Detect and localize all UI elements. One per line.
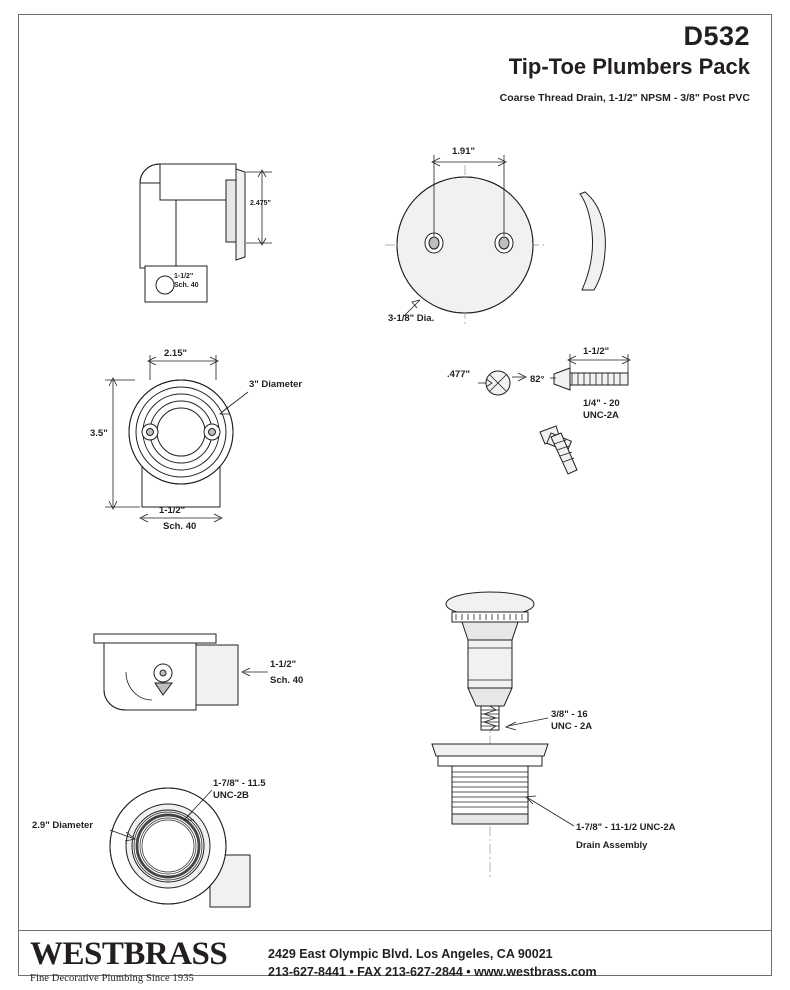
drain-body-thread-spec: 1-7/8" - 11.5 UNC-2B: [213, 778, 266, 801]
faceplate-width-dim: 1.91": [452, 146, 475, 157]
elbow-height-dim: 2.475": [250, 200, 271, 207]
footer-contact-block: [268, 945, 597, 981]
screw-head-dim: .477": [447, 369, 470, 380]
footer-divider: [19, 930, 771, 931]
elbow-assembly-pipe-dim: 1-1/2": [270, 659, 297, 670]
screw-length-dim: 1-1/2": [583, 346, 610, 357]
product-title: Tip-Toe Plumbers Pack: [508, 54, 750, 80]
elbow-body-label: 1-1/2" Sch. 40: [174, 273, 199, 289]
brand-block: [30, 938, 260, 984]
drain-post-thread-spec: 3/8" - 16 UNC - 2A: [551, 709, 593, 732]
flange-width-dim: 2.15": [164, 348, 187, 359]
page-title: D532: [683, 21, 750, 51]
brand-tagline: Fine Decorative Plumbing Since 1935: [30, 973, 194, 984]
drain-assembly-caption: Drain Assembly: [576, 840, 648, 851]
footer-phone: 213-627-8441 • FAX 213-627-2844 • www.westbrass.com: [268, 965, 597, 980]
drain-body-diameter-note: 2.9" Diameter: [32, 820, 94, 831]
faceplate-diameter-dim: 3-1/8" Dia.: [388, 313, 435, 324]
screw-thread-spec: 1/4" - 20 UNC-2A: [583, 398, 620, 421]
footer-address: 2429 East Olympic Blvd. Los Angeles, CA 90021: [268, 947, 553, 961]
screw-angle-dim: 82°: [530, 374, 545, 385]
flange-diameter-note: 3" Diameter: [249, 379, 303, 390]
product-subtitle: Coarse Thread Drain, 1-1/2" NPSM - 3/8" Post PVC: [499, 91, 750, 104]
elbow-assembly-pipe-sch: Sch. 40: [270, 675, 304, 686]
flange-pipe-dim: 1-1/2": [159, 505, 186, 516]
flange-height-dim: 3.5": [90, 428, 108, 439]
brand-name: WESTBRASS: [30, 936, 228, 972]
drain-assembly-thread-spec: 1-7/8" - 11-1/2 UNC-2A: [576, 822, 676, 833]
flange-pipe-sch: Sch. 40: [163, 521, 197, 532]
